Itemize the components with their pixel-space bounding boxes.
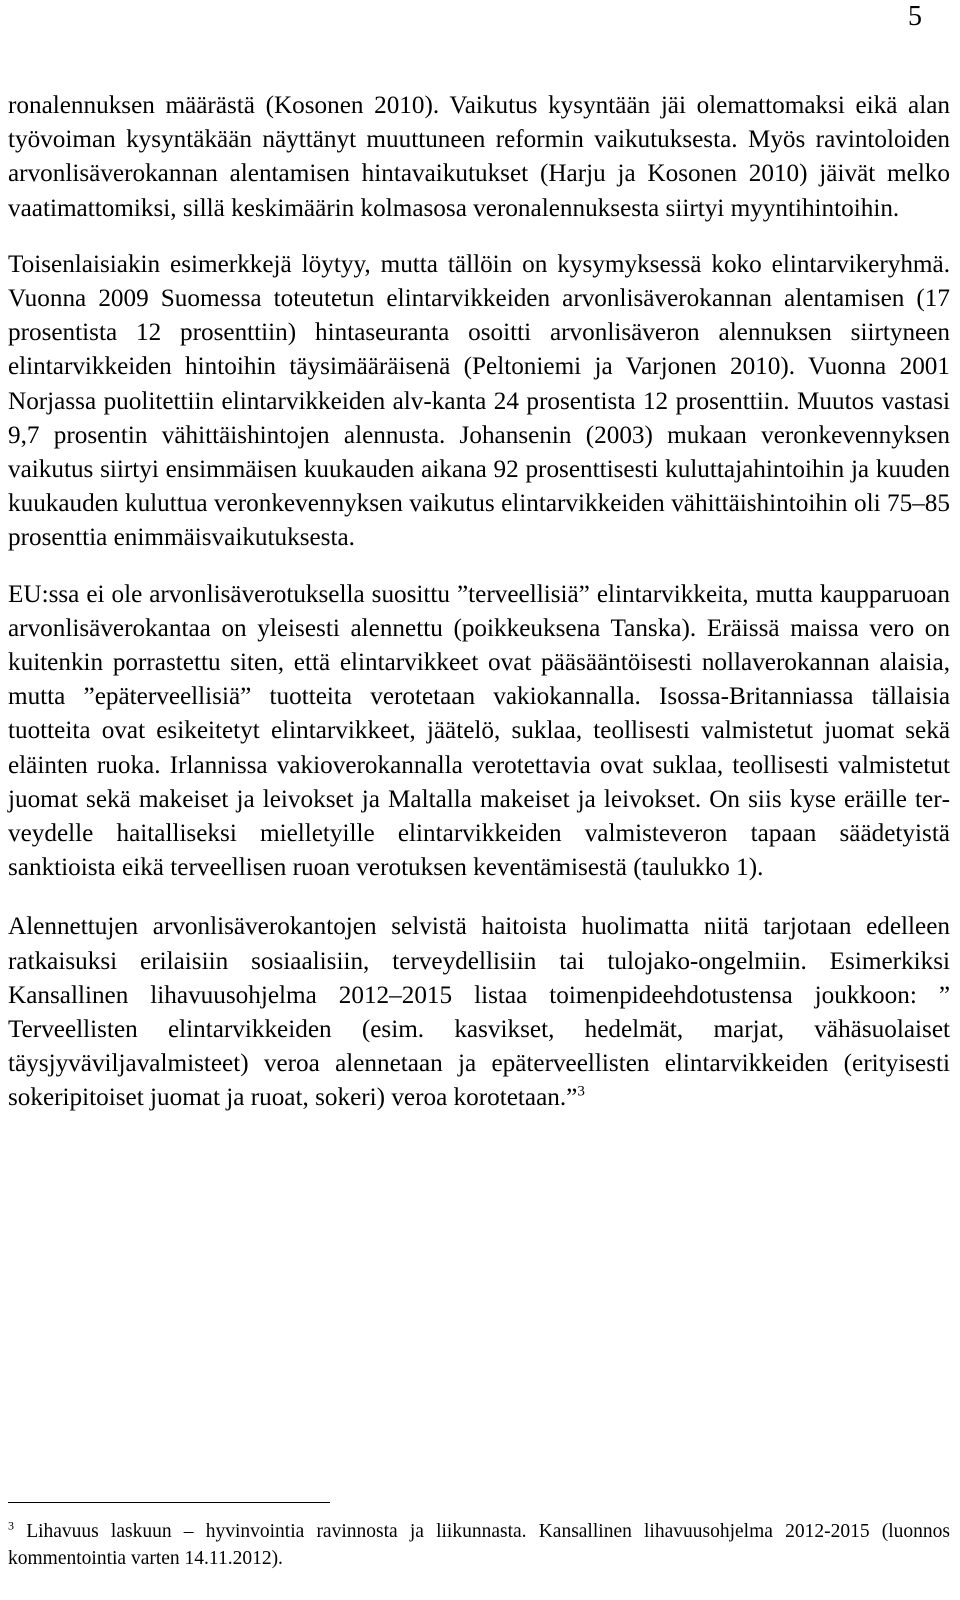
footnote-text: Lihavuus laskuun – hyvinvointia ravinnosta ja liikunnasta. Kansallinen lihavuusohjelma 2012-2015 (luonnos kommentointia varten 14.11.2012). <box>8 1521 951 1569</box>
footnote-marker: 3 <box>8 1518 14 1533</box>
paragraph-food-vat-examples: Toisenlaisiakin esimerkkejä löytyy, mutta tällöin on kysymyksessä koko elintarvikeryhmä. Vuonna 2009 Suomessa toteutetun elintarvikkeiden arvonlisäverokannan alentamisen (17 prosentista 12 prosenttiin) hintaseuranta osoitti arvonlisäveron alennuksen siirtyneen elintarvikkeiden hintoihin täysimääräisenä (Peltoniemi ja Varjonen 2010). Vuonna 2001 Norjassa puolitettiin elintarvikkeiden alv-kanta 24 prosentista 12 prosenttiin. Muutos vastasi 9,7 prosentin vähittäishintojen alennusta. Johansenin (2003) mukaan veronkevennyksen vaikutus siirtyi ensimmäisen kuukauden aikana 92 prosenttisesti kuluttajahintoihin ja kuuden kuukauden kuluttua veronkevennyksen vaikutus elintarvikkeiden vähittäishintoihin oli 75–85 prosenttia enimmäisvaikutuksesta. <box>8 250 950 552</box>
footnote <box>8 1518 950 1572</box>
paragraph-reduced-rates-text: Alennettujen arvonlisäverokantojen selvistä haitoista huolimatta niitä tarjotaan edelleen ratkaisuksi erilaisiin sosiaalisiin, terveydellisiin tai tulojako-ongelmiin. Esimerkiksi Kansallinen lihavuusohjelma 2012–2015 listaa toimenpideehdotustensa joukkoon: ” Terveellisten elintarvikkeiden (esim. kasvikset, hedelmät, marjat, vähäsuolaiset täysjyväviljavalmisteet) veroa alennetaan ja epäterveellisten elintarvikkeiden (erityisesti sokeripitoiset juomat ja ruoat, sokeri) veroa korotetaan.” <box>8 913 950 1112</box>
footnote-divider <box>8 1502 330 1503</box>
footnote-reference: 3 <box>577 1084 585 1101</box>
paragraph-eu-vat: EU:ssa ei ole arvonlisäverotuksella suosittu ”terveellisiä” elintarvikkeita, mutta kaupparuoan arvonlisäverokantaa on yleisesti alennettu (poikkeuksena Tanska). Eräissä maissa vero on kuitenkin porrastettu siten, että elintarvikkeet ovat pääsääntöisesti nollaverokannan alaisia, mutta ”epäterveellisiä” tuotteita verotetaan vakiokannalla. Isossa-Britanniassa tällaisia tuotteita ovat esikeitetyt elintarvikkeet, jäätelö, suklaa, teollisesti valmistetut juomat sekä eläinten ruoka. Irlannissa vakioverokannalla verotettavia ovat suklaa, teollisesti valmistetut juomat sekä makeiset ja leivokset ja Maltalla makeiset ja leivokset. On siis kyse eräille terveydelle haitalliseksi mielletyille elintarvikkeiden valmisteveron tapaan säädetyistä sanktioista eikä terveellisen ruoan verotuksen keventämisestä (taulukko 1). <box>8 580 950 882</box>
paragraph-vat-restaurant: ronalennuksen määrästä (Kosonen 2010). Vaikutus kysyntään jäi olemattomaksi eikä alan työvoiman kysyntäkään näyttänyt muuttuneen reformin vaikutuksesta. Myös ravintoloiden arvonlisäverokannan alentamisen hintavaikutukset (Harju ja Kosonen 2010) jäivät melko vaatimattomiksi, sillä keskimäärin kolmasosa veronalennuksesta siirtyi myyntihintoihin. <box>8 92 950 222</box>
paragraph-reduced-rates <box>8 910 950 1115</box>
body-text <box>8 89 950 1116</box>
page-number: 5 <box>908 1 922 32</box>
